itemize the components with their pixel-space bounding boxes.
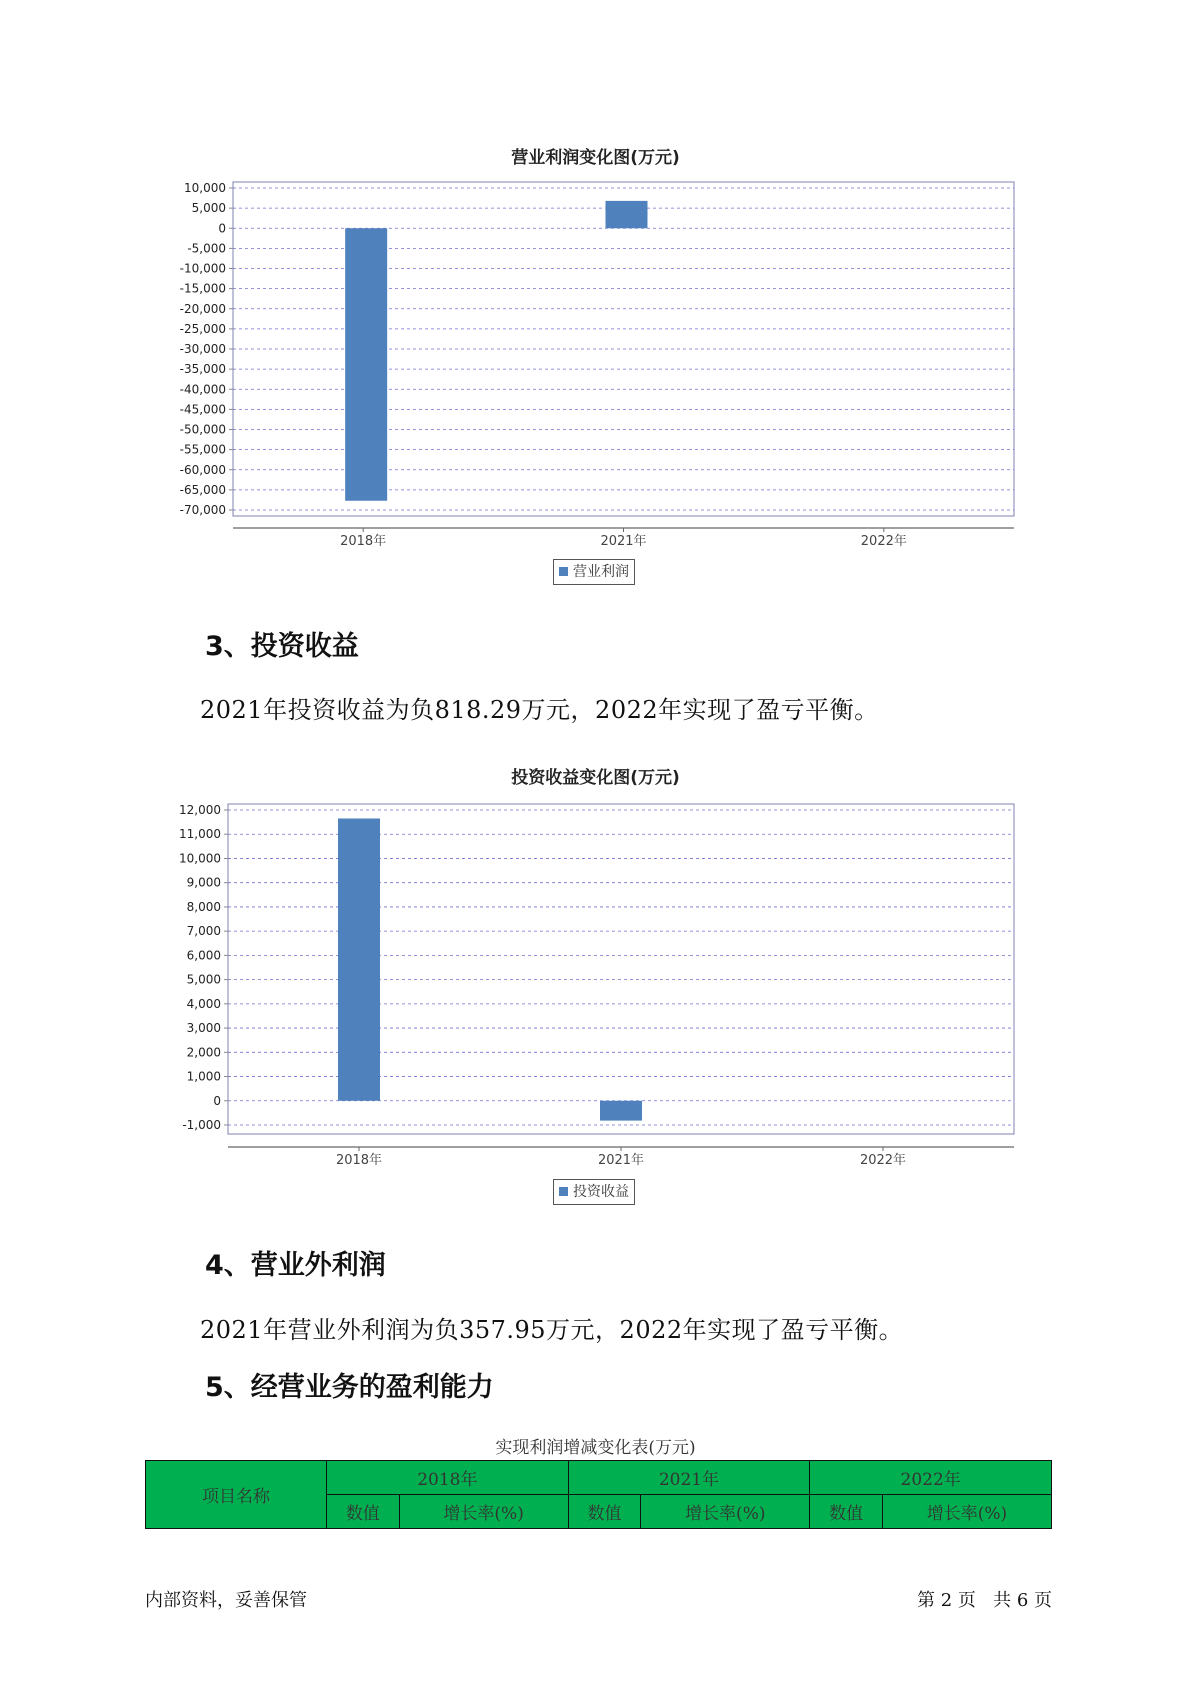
bar [600, 1101, 642, 1121]
y-tick-label: -30,000 [179, 342, 226, 356]
y-tick-label: -55,000 [179, 442, 226, 457]
item-name-header: 项目名称 [146, 1461, 327, 1529]
section-5-heading: 5、经营业务的盈利能力 [205, 1372, 494, 1403]
year-header: 2018年 [327, 1461, 569, 1495]
bar [338, 818, 380, 1100]
investment-income-chart-title: 投资收益变化图(万元) [511, 768, 680, 788]
y-tick-label: 10,000 [184, 181, 226, 195]
y-tick-label: -25,000 [179, 321, 226, 336]
y-tick-label: -35,000 [179, 362, 226, 377]
y-tick-label: -45,000 [179, 402, 226, 417]
value-subheader: 数值 [327, 1495, 400, 1529]
y-tick-label: -50,000 [179, 422, 226, 437]
y-tick-label: 3,000 [186, 1021, 221, 1036]
y-tick-label: 5,000 [186, 972, 221, 987]
x-tick-label: 2022年 [859, 1153, 907, 1168]
y-tick-label: 7,000 [186, 924, 221, 939]
x-tick-label: 2018年 [340, 534, 387, 549]
y-tick-label: -15,000 [179, 281, 226, 296]
y-tick-label: 2,000 [186, 1045, 221, 1060]
y-tick-label: -40,000 [179, 382, 226, 397]
growth-subheader: 增长率(%) [399, 1495, 568, 1529]
legend-label: 营业利润 [573, 564, 629, 580]
investment-income-legend [553, 1179, 635, 1205]
section-3-paragraph: 2021年投资收益为负818.29万元，2022年实现了盈亏平衡。 [200, 696, 879, 724]
value-subheader: 数值 [810, 1495, 883, 1529]
y-tick-label: -70,000 [179, 503, 226, 517]
y-tick-label: 12,000 [179, 803, 221, 817]
y-tick-label: 6,000 [186, 948, 221, 963]
x-tick-label: 2022年 [860, 534, 907, 549]
y-tick-label: 4,000 [186, 996, 221, 1011]
y-tick-label: -1,000 [182, 1118, 221, 1132]
value-subheader: 数值 [568, 1495, 641, 1529]
y-tick-label: 8,000 [186, 899, 221, 914]
legend-label: 投资收益 [573, 1184, 629, 1200]
year-header: 2021年 [568, 1461, 810, 1495]
x-tick-label: 2021年 [597, 1153, 645, 1168]
y-tick-label: 11,000 [179, 827, 221, 842]
y-tick-label: 0 [218, 221, 226, 236]
y-tick-label: -20,000 [179, 301, 226, 316]
footer-page-number: 第 2 页 共 6 页 [917, 1590, 1052, 1611]
x-tick-label: 2021年 [600, 534, 647, 549]
y-tick-label: 10,000 [179, 851, 221, 866]
y-tick-label: -65,000 [179, 482, 226, 497]
operating-profit-chart-title: 营业利润变化图(万元) [511, 148, 680, 168]
section-4-paragraph: 2021年营业外利润为负357.95万元，2022年实现了盈亏平衡。 [200, 1316, 904, 1344]
footer-confidential: 内部资料，妥善保管 [145, 1590, 307, 1611]
y-tick-label: 5,000 [191, 201, 226, 216]
section-4-heading: 4、营业外利润 [205, 1250, 386, 1281]
year-header: 2022年 [810, 1461, 1052, 1495]
y-tick-label: 9,000 [186, 875, 221, 890]
profit-change-table [145, 1460, 1052, 1529]
growth-subheader: 增长率(%) [641, 1495, 810, 1529]
legend-swatch [559, 1187, 568, 1196]
y-tick-label: 1,000 [186, 1069, 221, 1084]
x-tick-label: 2018年 [335, 1153, 383, 1168]
section-3-heading: 3、投资收益 [205, 631, 359, 662]
y-tick-label: -60,000 [179, 462, 226, 477]
y-tick-label: -5,000 [187, 241, 226, 256]
y-tick-label: 0 [213, 1093, 221, 1108]
table-caption: 实现利润增减变化表(万元) [495, 1438, 696, 1458]
growth-subheader: 增长率(%) [882, 1495, 1051, 1529]
y-tick-label: -10,000 [179, 261, 226, 276]
table-header-row [146, 1461, 1052, 1495]
